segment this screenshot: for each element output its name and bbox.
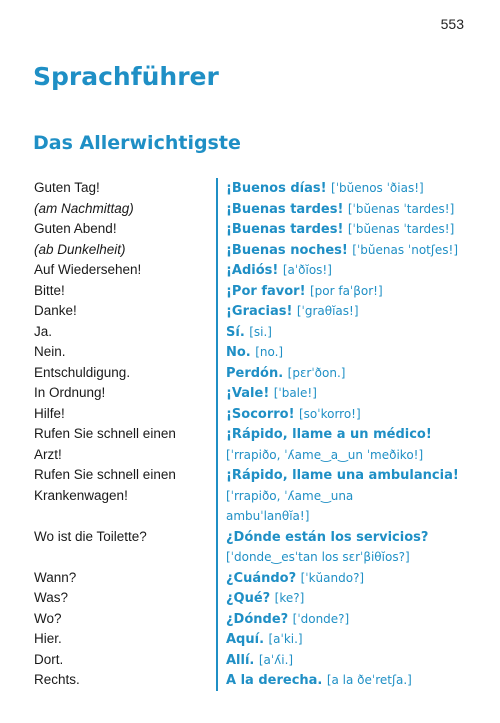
pronunciation: [aˈʎi.] (258, 652, 294, 667)
german-phrase: Krankenwagen! (34, 487, 128, 503)
spanish-line (218, 527, 488, 548)
spanish-line (218, 568, 488, 589)
german-phrase: Guten Tag! (34, 180, 100, 195)
section-title: Das Allerwichtigste (33, 132, 241, 154)
pronunciation: [por faˈβor!] (309, 283, 383, 298)
pronunciation: [si.] (249, 324, 272, 339)
spanish-line (218, 609, 488, 630)
spanish-line (218, 588, 488, 609)
german-phrase: Auf Wiedersehen! (34, 262, 142, 277)
pronunciation: [ˈbŭenas ˈnotʃes!] (352, 242, 459, 257)
spanish-line (218, 342, 488, 363)
spanish-line (218, 363, 488, 384)
pronunciation: [aˈðĭos!] (282, 263, 332, 277)
german-phrase: (am Nachmittag) (34, 200, 134, 216)
pronunciation: [ˈbŭenas ˈtardes!] (347, 222, 455, 236)
spanish-line (218, 486, 488, 507)
pronunciation: [ˈbŭenas ˈtardes!] (347, 201, 455, 216)
pronunciation: ambuˈlanθĭa!] (226, 509, 310, 523)
german-phrase: Wann? (34, 569, 77, 585)
spanish-phrase: ¡Buenas tardes! (226, 222, 344, 237)
spanish-line (218, 301, 488, 322)
spanish-phrase: ¿Dónde están los servicios? (226, 529, 429, 545)
spanish-phrase: ¡Rápido, llame una ambulancia! (226, 468, 459, 483)
spanish-line (218, 650, 488, 671)
german-phrase: (ab Dunkelheit) (34, 241, 126, 257)
spanish-phrase: ¡Por favor! (226, 283, 306, 299)
pronunciation: [no.] (255, 345, 284, 359)
spanish-phrase: ¡Rápido, llame a un médico! (226, 427, 432, 442)
german-phrases-column (34, 178, 206, 691)
german-phrase: Hier. (34, 631, 62, 646)
spanish-phrase: ¡Adiós! (226, 263, 279, 278)
spanish-line (218, 445, 488, 466)
german-phrase: Hilfe! (34, 405, 65, 421)
german-phrase: Entschuldigung. (34, 364, 131, 380)
page-title: Sprachführer (33, 62, 219, 91)
spanish-line (218, 260, 488, 281)
spanish-phrase: No. (226, 345, 251, 360)
spanish-phrase: Sí. (226, 324, 245, 340)
german-phrase: Bitte! (34, 282, 65, 298)
spanish-line (218, 547, 488, 568)
german-phrase: Wo? (34, 610, 62, 626)
german-phrase (34, 506, 206, 527)
pronunciation: [ˈdonde?] (292, 611, 350, 626)
spanish-line (218, 424, 488, 445)
spanish-line (218, 199, 488, 220)
pronunciation: [pɛrˈðon.] (287, 365, 346, 380)
spanish-line (218, 281, 488, 302)
spanish-line (218, 465, 488, 486)
german-phrase: Guten Abend! (34, 221, 117, 236)
spanish-phrase: ¡Buenas tardes! (226, 201, 344, 217)
pronunciation: [soˈkorro!] (299, 406, 361, 421)
german-phrase: In Ordnung! (34, 385, 106, 400)
german-phrase: Nein. (34, 344, 66, 359)
german-phrase: Dort. (34, 651, 64, 667)
spanish-phrase: ¡Socorro! (226, 406, 295, 422)
german-phrase: Rufen Sie schnell einen (34, 426, 176, 441)
spanish-line (218, 670, 488, 691)
pronunciation: [ˈbale!] (273, 386, 317, 400)
german-phrase: Was? (34, 590, 69, 605)
german-phrase: Rechts. (34, 672, 80, 687)
spanish-line (218, 383, 488, 404)
spanish-phrase: ¿Qué? (226, 591, 271, 606)
spanish-line (218, 240, 488, 261)
spanish-line (218, 219, 488, 240)
pronunciation: [ˈrrapiðo, ˈʎame‿a‿un ˈmeðiko!] (226, 447, 424, 462)
spanish-line (218, 404, 488, 425)
spanish-phrase: ¡Vale! (226, 386, 270, 401)
pronunciation: [ˈdonde‿esˈtan los sɛrˈβiθĭos?] (226, 550, 410, 564)
spanish-line (218, 629, 488, 650)
spanish-phrase: A la derecha. (226, 673, 323, 688)
german-phrase: Rufen Sie schnell einen (34, 467, 176, 482)
spanish-line (218, 506, 488, 527)
pronunciation: [ˈkŭando?] (300, 570, 365, 585)
german-phrase: Arzt! (34, 446, 62, 462)
spanish-line (218, 178, 488, 199)
page-number: 553 (440, 16, 464, 32)
german-phrase: Ja. (34, 323, 53, 339)
spanish-phrases-column (216, 178, 488, 691)
spanish-line (218, 322, 488, 343)
german-phrase (34, 547, 206, 568)
spanish-phrase: Aquí. (226, 632, 265, 647)
german-phrase: Danke! (34, 303, 77, 318)
pronunciation: [ˈrrapiðo, ˈʎame‿una (226, 488, 354, 503)
spanish-phrase: Perdón. (226, 365, 284, 381)
spanish-phrase: ¡Buenas noches! (226, 242, 348, 258)
pronunciation: [ˈbŭenos ˈðias!] (331, 181, 424, 195)
spanish-phrase: ¿Cuándo? (226, 570, 297, 586)
pronunciation: [aˈki.] (268, 632, 303, 646)
spanish-phrase: ¡Gracias! (226, 304, 293, 319)
pronunciation: [ˈgraθĭas!] (296, 304, 359, 318)
pronunciation: [ke?] (274, 591, 305, 605)
spanish-phrase: ¿Dónde? (226, 611, 289, 627)
german-phrase: Wo ist die Toilette? (34, 528, 147, 544)
spanish-phrase: ¡Buenos días! (226, 181, 327, 196)
pronunciation: [a la ðeˈretʃa.] (326, 673, 412, 687)
spanish-phrase: Allí. (226, 652, 255, 668)
